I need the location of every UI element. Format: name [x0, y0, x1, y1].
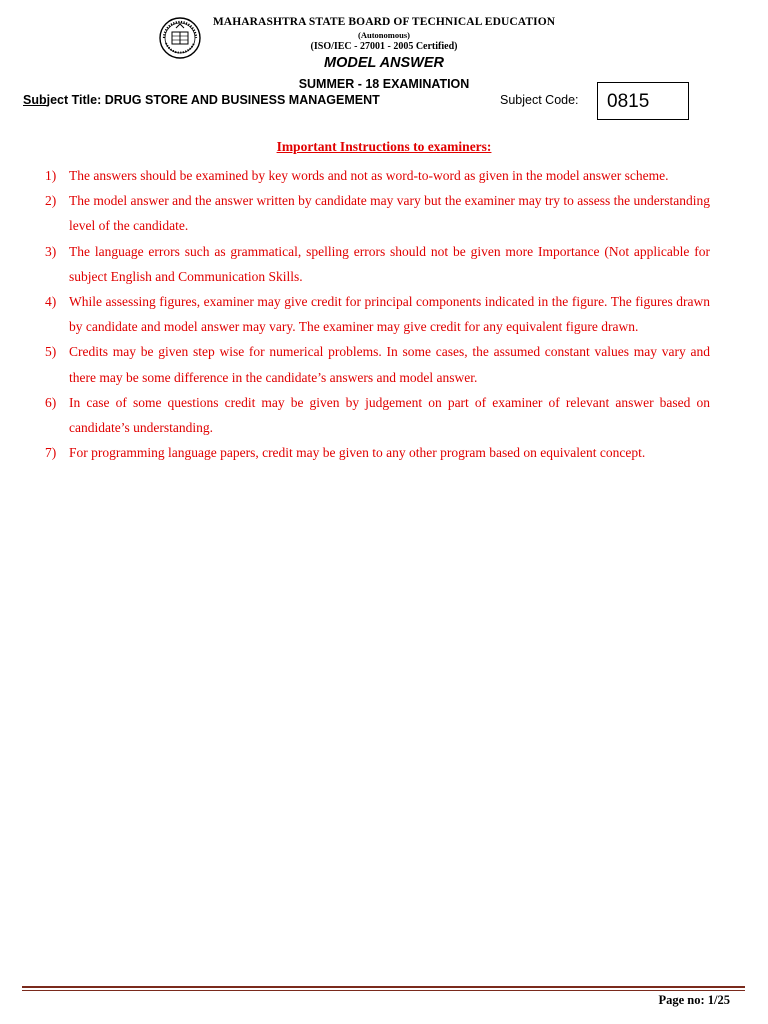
- subject-code-box: 0815: [597, 82, 689, 120]
- instruction-text: The language errors such as grammatical, spelling errors should not be given more Importance (Not applicable for subject English and Communication Skills.: [69, 243, 710, 284]
- instruction-item: [38, 163, 710, 188]
- instruction-text: In case of some questions credit may be given by judgement on part of examiner of relevant answer based on candidate’s understanding.: [69, 394, 710, 436]
- instruction-number: 4): [45, 294, 57, 310]
- instruction-item: [38, 188, 710, 238]
- instruction-number: 2): [45, 193, 57, 209]
- page-number: Page no: 1/25: [658, 993, 730, 1007]
- instruction-number: 3): [45, 243, 57, 259]
- subject-title-text: ject Title: DRUG STORE AND BUSINESS MANAGEMENT: [46, 93, 380, 107]
- instruction-text: Credits may be given step wise for numerical problems. In some cases, the assumed constant values may vary and there may be some difference in the candidate’s answers and model answer.: [69, 344, 710, 385]
- instruction-number: 1): [45, 168, 57, 183]
- document-title: MODEL ANSWER: [323, 55, 445, 71]
- subject-code-label: Subject Code:: [500, 93, 579, 107]
- instruction-item: [38, 339, 710, 389]
- subject-title: [23, 93, 380, 107]
- exam-session: SUMMER - 18 EXAMINATION: [298, 77, 470, 91]
- footer-divider-thin: [22, 990, 745, 991]
- board-name: MAHARASHTRA STATE BOARD OF TECHNICAL EDUCATION: [212, 16, 556, 28]
- instruction-number: 5): [45, 344, 57, 360]
- instructions-list: [38, 163, 710, 465]
- subject-title-underlined: Sub: [23, 93, 47, 107]
- instruction-text: The answers should be examined by key words and not as word-to-word as given in the model answer scheme.: [69, 168, 669, 183]
- instruction-number: 6): [45, 394, 57, 410]
- instruction-item: [38, 390, 710, 440]
- instruction-item: [38, 440, 710, 465]
- instruction-item: [38, 239, 710, 289]
- instruction-number: 7): [45, 445, 57, 461]
- instruction-text: While assessing figures, examiner may give credit for principal components indicated in the figure. The figures drawn by candidate and model answer may vary. The examiner may give credit for any equivalent figure drawn.: [69, 294, 710, 335]
- instruction-text: The model answer and the answer written by candidate may vary but the examiner may try to assess the understanding level of the candidate.: [69, 193, 710, 234]
- footer-divider: [22, 986, 745, 988]
- autonomous-label: (Autonomous): [358, 30, 410, 40]
- instruction-item: [38, 289, 710, 339]
- instruction-text: For programming language papers, credit may be given to any other program based on equivalent concept.: [69, 445, 646, 461]
- certification-label: (ISO/IEC - 27001 - 2005 Certified): [310, 41, 458, 52]
- instructions-heading: Important Instructions to examiners:: [276, 139, 492, 154]
